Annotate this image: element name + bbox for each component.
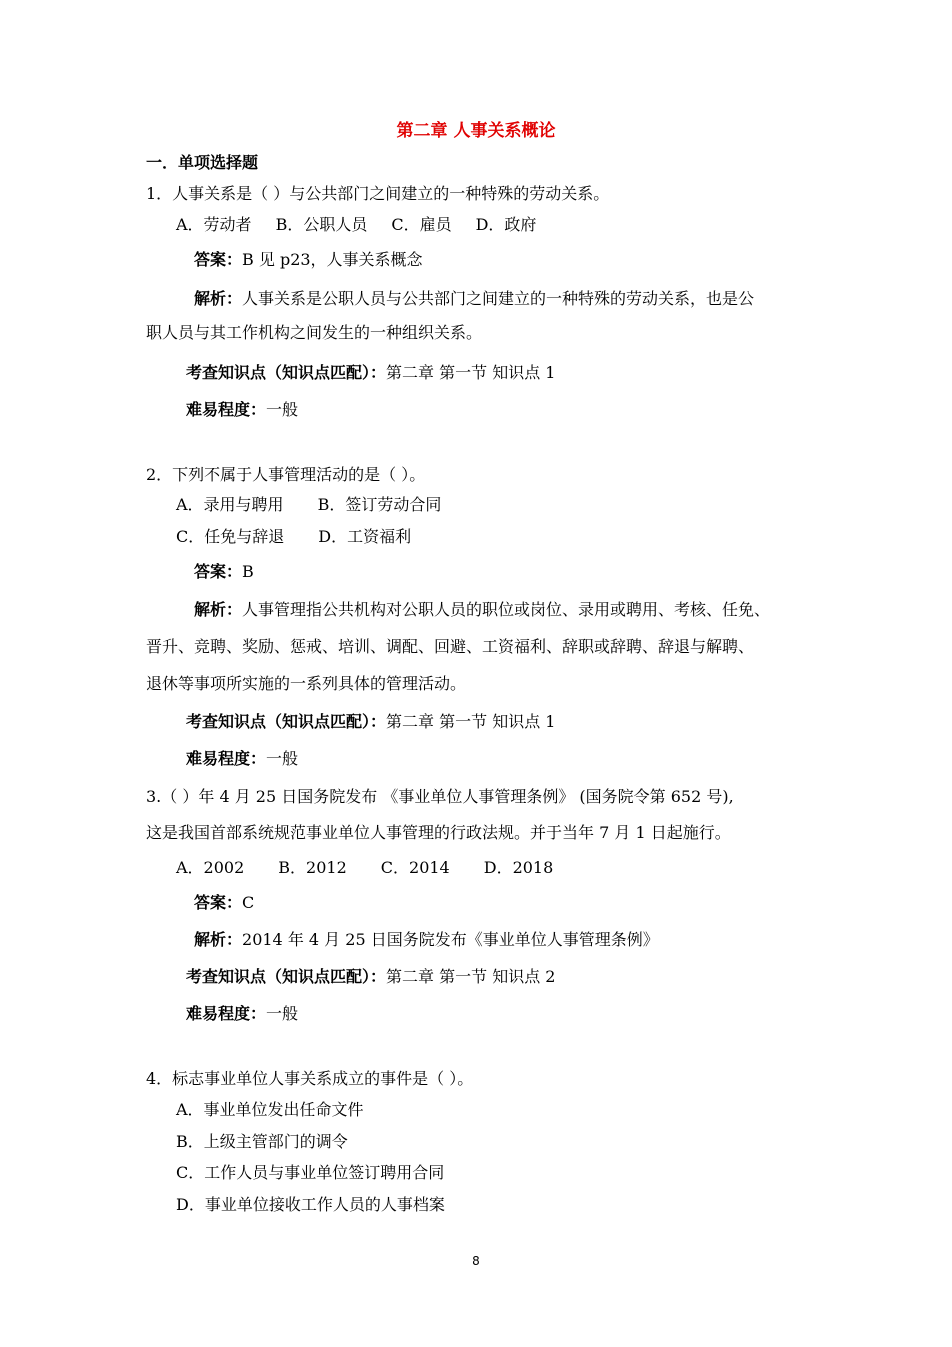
question-3-stem-cont: 这是我国首部系统规范事业单位人事管理的行政法规。并于当年 7 月 1 日起施行。 bbox=[146, 823, 731, 842]
option-b: B．签订劳动合同 bbox=[317, 495, 442, 514]
answer-label: 答案： bbox=[194, 893, 243, 912]
answer-line bbox=[194, 562, 254, 582]
option-a: A．录用与聘用 bbox=[176, 495, 284, 514]
question-2-options-row1 bbox=[176, 495, 441, 515]
answer-value: C bbox=[242, 893, 255, 912]
question-4-stem: 4．标志事业单位人事关系成立的事件是（ ）。 bbox=[146, 1069, 474, 1088]
answer-value: B bbox=[242, 562, 254, 581]
option-a: A．事业单位发出任命文件 bbox=[176, 1100, 364, 1119]
analysis-line bbox=[194, 289, 754, 309]
question-3-stem: 3.（ ）年 4 月 25 日国务院发布 《事业单位人事管理条例》 (国务院令第 652 号), bbox=[146, 787, 734, 806]
option-d: D．政府 bbox=[475, 215, 537, 234]
answer-label: 答案： bbox=[194, 562, 243, 581]
option-d: D．工资福利 bbox=[318, 527, 412, 546]
knowledge-label: 考查知识点（知识点匹配）： bbox=[186, 712, 387, 731]
answer-value: B 见 p23，人事关系概念 bbox=[242, 250, 423, 269]
page-number: 8 bbox=[472, 1254, 480, 1268]
knowledge-line bbox=[186, 712, 555, 732]
answer-label: 答案： bbox=[194, 250, 243, 269]
difficulty-value: 一般 bbox=[266, 400, 299, 419]
difficulty-line bbox=[186, 1004, 298, 1024]
knowledge-line bbox=[186, 967, 555, 987]
difficulty-line bbox=[186, 749, 298, 769]
question-2-stem: 2．下列不属于人事管理活动的是（ ）。 bbox=[146, 465, 426, 484]
analysis-text-cont: 职人员与其工作机构之间发生的一种组织关系。 bbox=[146, 323, 483, 342]
answer-line bbox=[194, 893, 254, 913]
option-c: C．2014 bbox=[380, 858, 450, 877]
option-b: B．上级主管部门的调令 bbox=[176, 1132, 348, 1151]
answer-line bbox=[194, 250, 423, 270]
analysis-label: 解析： bbox=[194, 600, 243, 619]
question-2-options-row2 bbox=[176, 527, 411, 547]
option-d: D．2018 bbox=[483, 858, 554, 877]
difficulty-value: 一般 bbox=[266, 1004, 299, 1023]
difficulty-value: 一般 bbox=[266, 749, 299, 768]
option-a: A．劳动者 bbox=[176, 215, 252, 234]
option-c: C．工作人员与事业单位签订聘用合同 bbox=[176, 1163, 445, 1182]
chapter-title: 第二章 人事关系概论 bbox=[396, 121, 556, 141]
analysis-text: 人事管理指公共机构对公职人员的职位或岗位、录用或聘用、考核、任免、 bbox=[242, 600, 771, 619]
analysis-label: 解析： bbox=[194, 930, 243, 949]
question-1-options bbox=[176, 215, 536, 235]
knowledge-value: 第二章 第一节 知识点 1 bbox=[386, 712, 556, 731]
option-c: C．雇员 bbox=[391, 215, 452, 234]
option-b: B．2012 bbox=[278, 858, 347, 877]
option-a: A．2002 bbox=[176, 858, 245, 877]
section-heading: 一．单项选择题 bbox=[146, 153, 259, 172]
knowledge-value: 第二章 第一节 知识点 2 bbox=[386, 967, 556, 986]
option-d: D．事业单位接收工作人员的人事档案 bbox=[176, 1195, 445, 1214]
analysis-text: 2014 年 4 月 25 日国务院发布《事业单位人事管理条例》 bbox=[242, 930, 659, 949]
analysis-line bbox=[194, 930, 659, 950]
knowledge-label: 考查知识点（知识点匹配）： bbox=[186, 967, 387, 986]
analysis-text-cont: 退休等事项所实施的一系列具体的管理活动。 bbox=[146, 674, 467, 693]
knowledge-line bbox=[186, 363, 555, 383]
option-b: B．公职人员 bbox=[275, 215, 368, 234]
analysis-text: 人事关系是公职人员与公共部门之间建立的一种特殊的劳动关系，也是公 bbox=[242, 289, 755, 308]
analysis-line bbox=[194, 600, 770, 620]
question-3-options bbox=[176, 858, 553, 878]
knowledge-label: 考查知识点（知识点匹配）： bbox=[186, 363, 387, 382]
analysis-label: 解析： bbox=[194, 289, 243, 308]
difficulty-label: 难易程度： bbox=[186, 400, 267, 419]
difficulty-label: 难易程度： bbox=[186, 1004, 267, 1023]
option-c: C．任免与辞退 bbox=[176, 527, 285, 546]
difficulty-label: 难易程度： bbox=[186, 749, 267, 768]
knowledge-value: 第二章 第一节 知识点 1 bbox=[386, 363, 556, 382]
analysis-text-cont: 晋升、竞聘、奖励、惩戒、培训、调配、回避、工资福利、辞职或辞聘、辞退与解聘、 bbox=[146, 637, 755, 656]
difficulty-line bbox=[186, 400, 298, 420]
question-1-stem: 1．人事关系是（ ）与公共部门之间建立的一种特殊的劳动关系。 bbox=[146, 184, 610, 203]
